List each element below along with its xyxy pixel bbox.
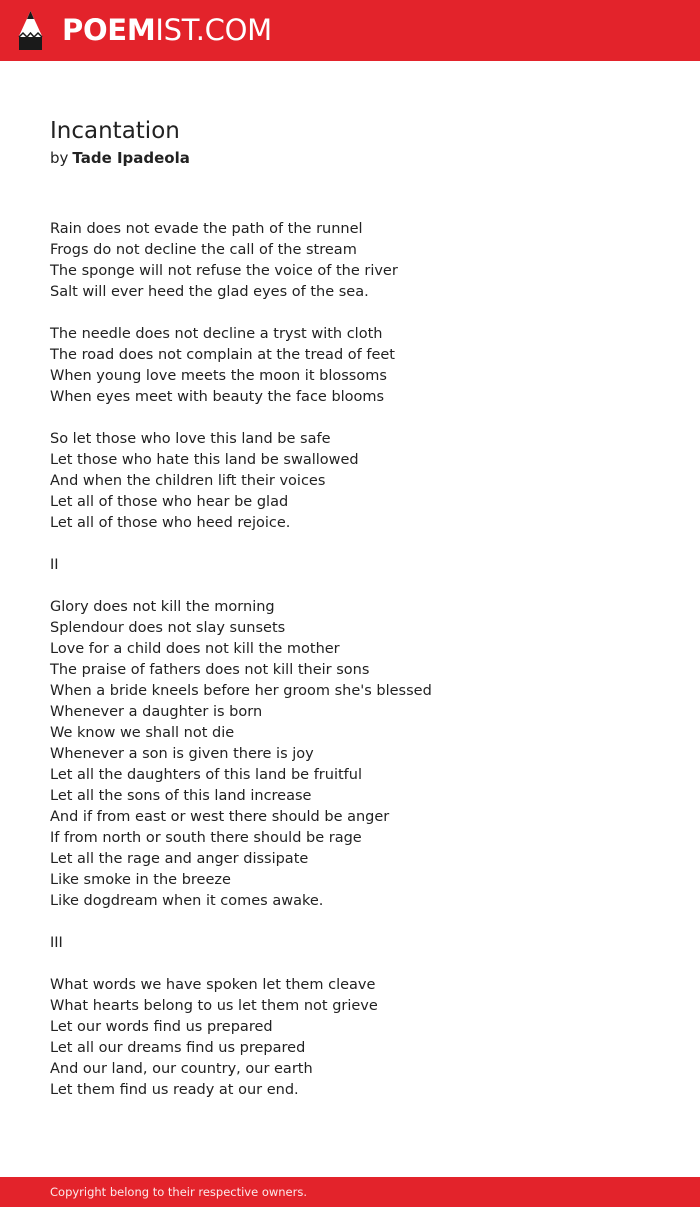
- poem-line: When young love meets the moon it blossoms: [50, 368, 387, 384]
- poem-line: Whenever a son is given there is joy: [50, 746, 314, 762]
- poem-line: Let all of those who heed rejoice.: [50, 515, 291, 531]
- stanza-break: [50, 303, 650, 324]
- poem-line: And when the children lift their voices: [50, 473, 326, 489]
- logo-text-light: IST.COM: [155, 13, 272, 47]
- poem-body: [50, 219, 650, 1101]
- poem-line: Splendour does not slay sunsets: [50, 620, 286, 636]
- poem-line: So let those who love this land be safe: [50, 431, 331, 447]
- poem-line: The road does not complain at the tread of feet: [50, 347, 395, 363]
- poem-line: Let all our dreams find us prepared: [50, 1040, 306, 1056]
- poem-line: Salt will ever heed the glad eyes of the sea.: [50, 284, 369, 300]
- stanza-break: [50, 912, 650, 933]
- poem-line: We know we shall not die: [50, 725, 235, 741]
- poem-line: Let all the rage and anger dissipate: [50, 851, 309, 867]
- poem-line: Glory does not kill the morning: [50, 599, 275, 615]
- pencil-tip-icon: [18, 10, 43, 51]
- stanza-break: [50, 408, 650, 429]
- poem-line: Whenever a daughter is born: [50, 704, 263, 720]
- poem-author: Tade Ipadeola: [72, 149, 190, 167]
- site-logo[interactable]: [18, 10, 272, 51]
- stanza-break: [50, 576, 650, 597]
- footer-copyright: Copyright belong to their respective owners.: [50, 1185, 308, 1199]
- poem-line: When eyes meet with beauty the face blooms: [50, 389, 385, 405]
- poem-line: The sponge will not refuse the voice of the river: [50, 263, 398, 279]
- logo-text-bold: POEM: [62, 13, 156, 47]
- poem-line: Let all the daughters of this land be fruitful: [50, 767, 362, 783]
- poem-line: What hearts belong to us let them not grieve: [50, 998, 378, 1014]
- logo-text: [62, 13, 272, 47]
- poem-line: And our land, our country, our earth: [50, 1061, 313, 1077]
- poem-byline: [50, 148, 650, 168]
- poem-line: What words we have spoken let them cleave: [50, 977, 376, 993]
- poem-heading: [50, 116, 650, 168]
- poem-line: The praise of fathers does not kill their sons: [50, 662, 370, 678]
- site-footer: [0, 1177, 700, 1207]
- poem-title: Incantation: [50, 118, 180, 144]
- by-label: by: [50, 149, 69, 167]
- poem-line: Love for a child does not kill the mother: [50, 641, 340, 657]
- poem-line: Let them find us ready at our end.: [50, 1082, 299, 1098]
- stanza-break: [50, 954, 650, 975]
- poem-line: Let our words find us prepared: [50, 1019, 273, 1035]
- stanza-break: [50, 534, 650, 555]
- poem-line: When a bride kneels before her groom she's blessed: [50, 683, 432, 699]
- poem-line: Rain does not evade the path of the runnel: [50, 221, 363, 237]
- poem-line: III: [50, 935, 63, 951]
- poem-line: Frogs do not decline the call of the stream: [50, 242, 357, 258]
- poem-line: II: [50, 557, 59, 573]
- poem-line: If from north or south there should be rage: [50, 830, 362, 846]
- poem-line: Let all the sons of this land increase: [50, 788, 312, 804]
- poem-line: Like smoke in the breeze: [50, 872, 231, 888]
- poem-line: And if from east or west there should be anger: [50, 809, 390, 825]
- poem-line: The needle does not decline a tryst with cloth: [50, 326, 383, 342]
- poem-line: Let all of those who hear be glad: [50, 494, 289, 510]
- poem-line: Let those who hate this land be swallowed: [50, 452, 359, 468]
- site-header: [0, 0, 700, 61]
- poem-line: Like dogdream when it comes awake.: [50, 893, 324, 909]
